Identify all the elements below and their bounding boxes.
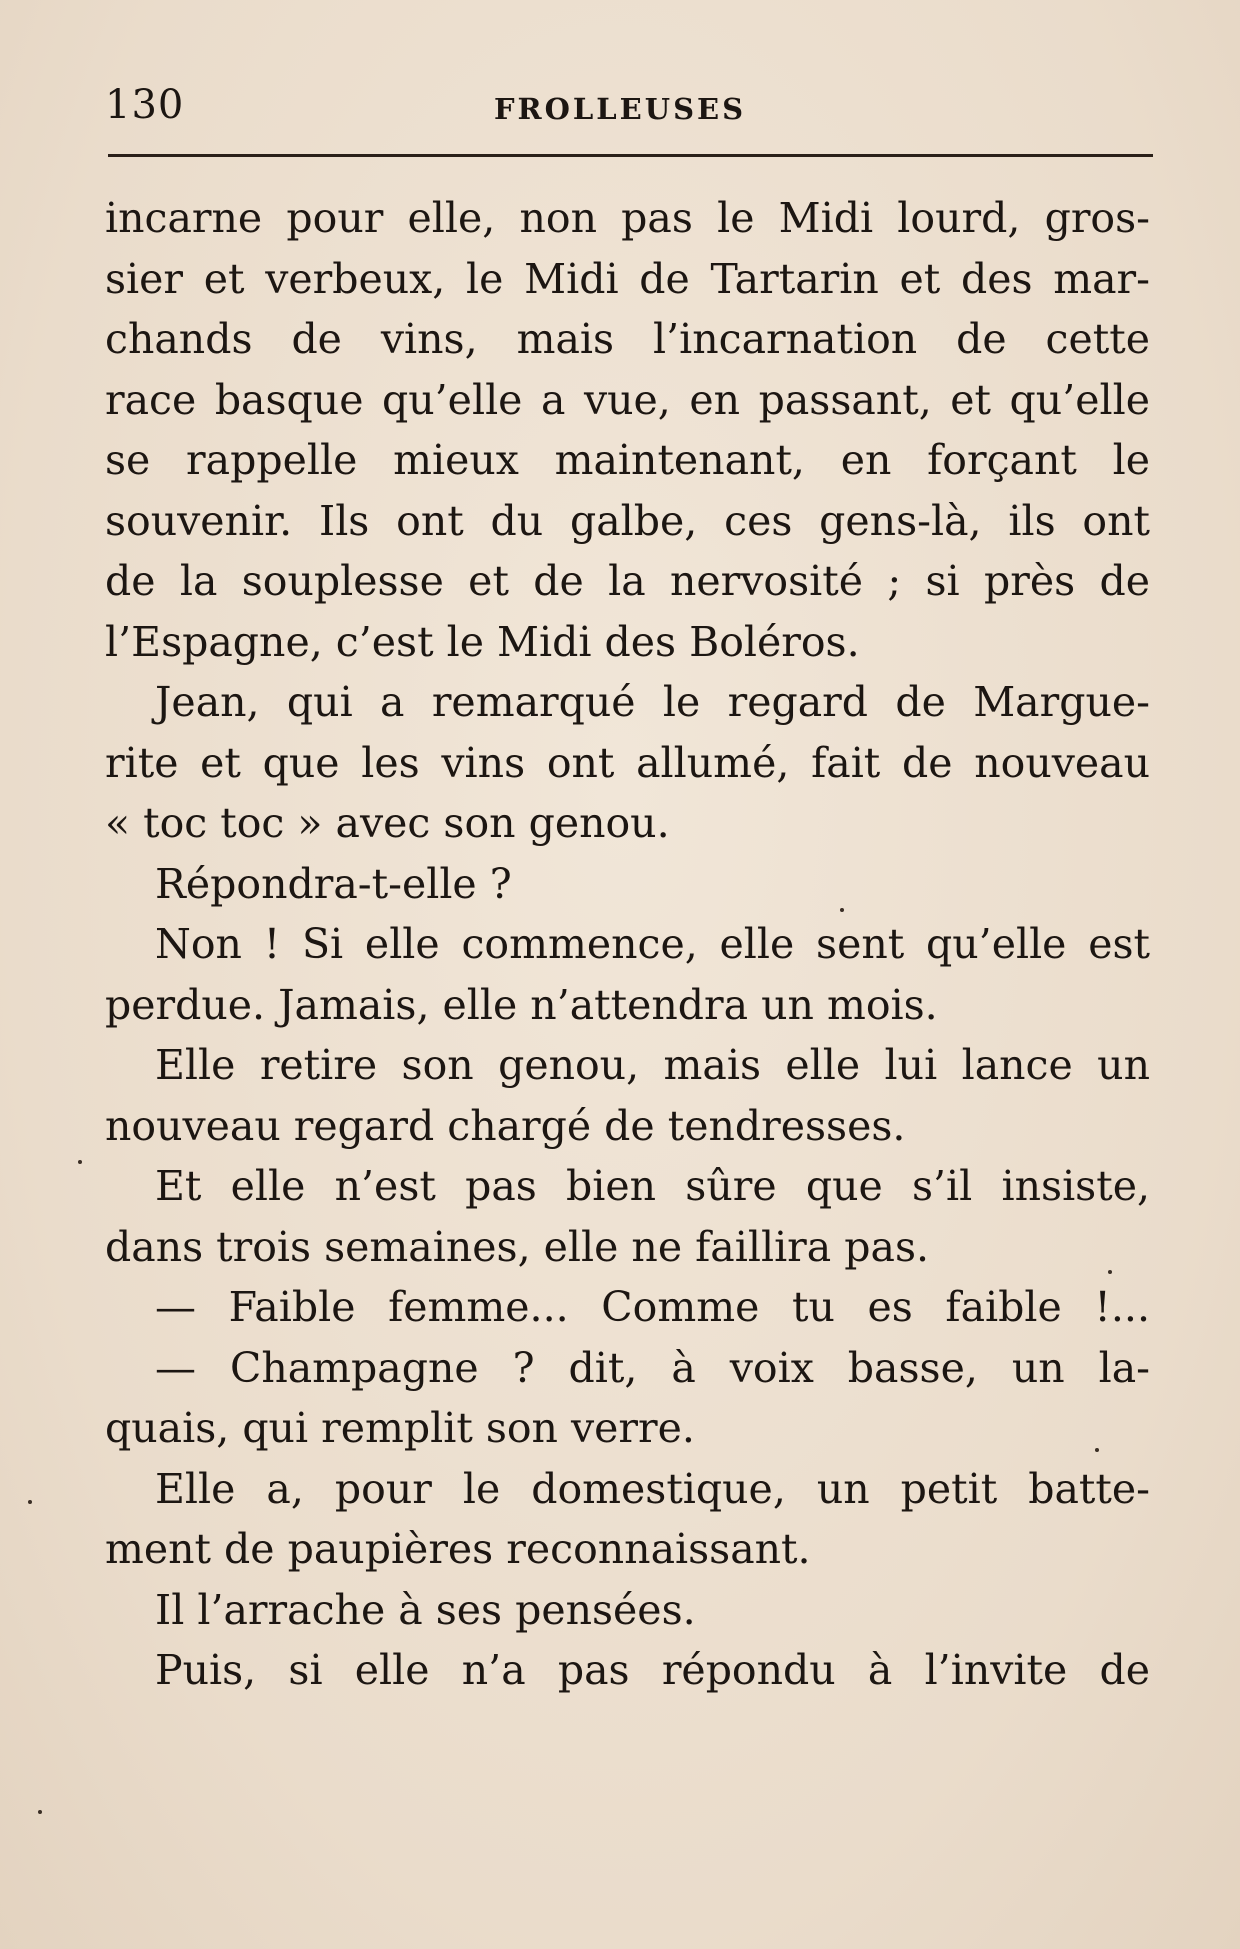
text-line: chands de vins, mais l’incarnation de cette (105, 315, 1150, 363)
paragraph-start: Jean, qui a remarqué le regard de Margue- (155, 678, 1150, 726)
text-line: se rappelle mieux maintenant, en forçant le (105, 436, 1150, 484)
ink-speck (78, 1160, 82, 1164)
text-line: nouveau regard chargé de tendresses. (105, 1101, 906, 1150)
header-rule (108, 154, 1153, 157)
text-line: souvenir. Ils ont du galbe, ces gens-là, ils ont (105, 496, 1150, 545)
text-line: incarne pour elle, non pas le Midi lourd, gros- (105, 194, 1150, 242)
text-line: de la souplesse et de la nervosité ; si près de (105, 557, 1150, 605)
paragraph-start: Puis, si elle n’a pas répondu à l’invite de (155, 1646, 1150, 1694)
paragraph-start: Il l’arrache à ses pensées. (155, 1585, 696, 1634)
paragraph-start: Non ! Si elle commence, elle sent qu’elle est (155, 920, 1150, 968)
paragraph-start: Elle retire son genou, mais elle lui lance un (155, 1041, 1150, 1089)
text-line: l’Espagne, c’est le Midi des Boléros. (105, 617, 860, 666)
text-line: perdue. Jamais, elle n’attendra un mois. (105, 980, 938, 1029)
paragraph-start: Répondra-t-elle ? (155, 859, 512, 908)
ink-speck (1095, 1448, 1099, 1452)
text-line: ment de paupières reconnaissant. (105, 1525, 811, 1573)
ink-speck (840, 908, 844, 912)
body-text (105, 188, 1150, 1701)
text-line: quais, qui remplit son verre. (105, 1404, 695, 1452)
paragraph-start: Et elle n’est pas bien sûre que s’il insiste, (155, 1162, 1150, 1210)
text-line: « toc toc » avec son genou. (105, 799, 670, 847)
page-number: 130 (105, 82, 185, 128)
running-title: FROLLEUSES (493, 92, 747, 126)
ink-speck (1108, 1270, 1112, 1274)
text-line: dans trois semaines, elle ne faillira pas. (105, 1222, 930, 1271)
text-line: sier et verbeux, le Midi de Tartarin et des mar- (105, 254, 1150, 303)
ink-speck (38, 1810, 42, 1814)
text-line: race basque qu’elle a vue, en passant, et qu’elle (105, 375, 1150, 424)
text-line: rite et que les vins ont allumé, fait de nouveau (105, 738, 1150, 787)
dialogue-line: — Champagne ? dit, à voix basse, un la- (155, 1343, 1150, 1392)
dialogue-line: — Faible femme... Comme tu es faible !... (155, 1283, 1150, 1331)
ink-speck (28, 1500, 32, 1504)
paragraph-start: Elle a, pour le domestique, un petit batte- (155, 1464, 1150, 1513)
